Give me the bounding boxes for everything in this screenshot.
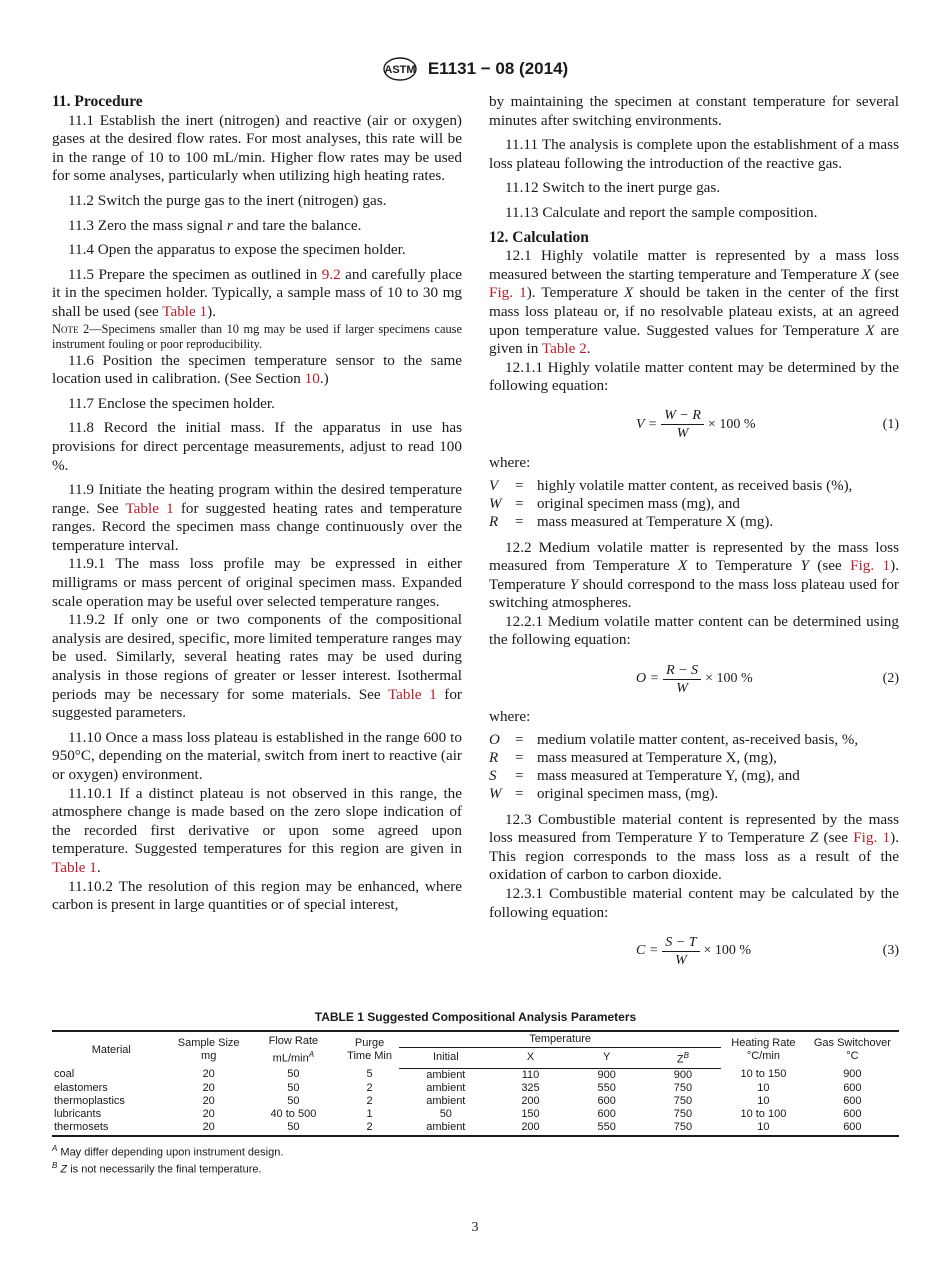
header-material: Material [52,1031,171,1068]
paragraph-11-11: 11.11 The analysis is complete upon the establishment of a mass loss plateau following the introduction of the reactive gas. [489,136,899,172]
variable-definitions-1: V = highly volatile matter content, as received basis (%), W = original specimen mass (mg), and R = mass measured at Temperature X (mg). [489,477,853,530]
svg-text:ASTM: ASTM [384,64,416,76]
paragraph-11-10: 11.10 Once a mass loss plateau is established in the range 600 to 950°C, depending on the material, switch from inert to reactive (air or oxygen) environment. [52,728,462,783]
paragraph-11-5: 11.5 Prepare the specimen as outlined in 9.2 and carefully place it in the specimen holder. Typically, a sample mass of 10 to 30 mg shall be used (see Table 1). [52,265,462,320]
footnote-a: $^A$ May differ depending upon instrument design. [52,1143,284,1159]
where-label: where: [489,708,531,726]
header-heating-rate: Heating Rate °C/min [721,1031,806,1068]
where-label: where: [489,453,531,471]
variable-definitions-2: O = medium volatile matter content, as-received basis, %, R = mass measured at Temperature X, (mg), S = mass measured at Temperature Y, (mg), and W = original specimen mass, (mg). [489,731,859,802]
header-y: Y [569,1048,645,1069]
paragraph-11-10-1: 11.10.1 If a distinct plateau is not observed in this range, the atmosphere change is made based on the zero slope indication of the recorded first derivative or upon some agreed upon temperature. Suggested temperatures for this region are given in Table 1. [52,784,462,876]
table-footnotes [52,1142,899,1177]
paragraph-12-3-1: 12.3.1 Combustible material content may be calculated by the following equation: [489,885,899,921]
header-gas-switchover: Gas Switchover °C [806,1031,899,1068]
paragraph-11-10-2-continued: by maintaining the specimen at constant temperature for several minutes after switching environments. [489,93,899,129]
link-section-10[interactable]: 10 [304,370,320,388]
table-row: elastomers 20 50 2 ambient 325 550 750 10 600 [54,1081,862,1094]
link-table-2[interactable]: Table 2 [541,340,587,358]
table-1 [52,1010,899,1177]
table-row: thermoplastics 20 50 2 ambient 200 600 750 10 600 [54,1094,862,1107]
table-row: coal 20 50 5 ambient 110 900 900 10 to 150 900 [54,1068,862,1081]
paragraph-11-1: 11.1 Establish the inert (nitrogen) and reactive (air or oxygen) gases at the desired flow rates. For most analyses, this rate will be in the range of 10 to 100 mL/min. Higher flow rates may be used for some analyses, particularly when utilizing high heating rates. [52,111,462,185]
paragraph-11-7: 11.7 Enclose the specimen holder. [68,394,275,412]
section-heading-calculation: 12. Calculation [489,228,589,246]
section-heading-procedure: 11. Procedure [52,93,143,110]
link-table-1[interactable]: Table 1 [162,302,208,320]
paragraph-11-9: 11.9 Initiate the heating program within the desired temperature range. See Table 1 for suggested heating rates and temperature ranges. Record the specimen mass change continuously over the temperature interval. [52,481,462,554]
paragraph-12-1-1: 12.1.1 Highly volatile matter content may be determined by the following equation: [489,358,899,395]
header-sample-size: Sample Size mg [171,1031,247,1068]
left-column [52,93,462,915]
equation-1: V = $\frac{W - R}{W}$ × 100 % (1) [636,408,899,442]
link-fig-1[interactable]: Fig. 1 [853,829,891,847]
paragraph-11-4: 11.4 Open the apparatus to expose the specimen holder. [68,241,406,259]
link-table-1[interactable]: Table 1 [387,685,437,703]
equation-number: (1) [882,416,899,432]
paragraph-11-9-1: 11.9.1 The mass loss profile may be expressed in either milligrams or mass percent of original specimen mass. Expanded scale operation may be useful over selected temperature ranges. [52,555,462,610]
page-header [0,56,950,82]
astm-logo-icon [382,56,418,82]
paragraph-12-3: 12.3 Combustible material content is represented by the mass loss measured from Temperature Y to Temperature Z (see Fig. 1). This region corresponds to the mass loss as a result of the oxidation of carbon to carbon dioxide. [489,810,899,884]
header-purge-time: Purge Time Min [340,1031,399,1068]
equation-number: (3) [882,943,899,959]
equation-2: O = $\frac{R - S}{W}$ × 100 % (2) [636,662,899,696]
header-x: X [492,1048,568,1069]
paragraph-11-8: 11.8 Record the initial mass. If the apparatus in use has provisions for direct percentage measurements, adjust to read 100 %. [52,419,462,474]
footnote-b: $^B$ Z is not necessarily the final temperature. [52,1161,262,1176]
paragraph-12-2: 12.2 Medium volatile matter is represented by the mass loss measured from Temperature X to Temperature Y (see Fig. 1). Temperature Y should correspond to the mass loss plateau used for switching atmospheres. [489,538,899,612]
link-table-1[interactable]: Table 1 [125,499,174,517]
link-section-9-2[interactable]: 9.2 [321,265,341,283]
paragraph-11-3: 11.3 Zero the mass signal r and tare the balance. [68,216,362,234]
paragraph-11-13: 11.13 Calculate and report the sample composition. [505,203,818,221]
header-temperature: Temperature [399,1031,721,1048]
paragraph-11-12: 11.12 Switch to the inert purge gas. [505,179,721,197]
paragraph-11-10-2: 11.10.2 The resolution of this region may be enhanced, where carbon is present in large quantities or of special interest, [52,877,462,914]
header-z: $Z^B$ [645,1048,721,1069]
table-row: lubricants 20 40 to 500 1 50 150 600 750 10 to 100 600 [54,1107,862,1120]
note-2: Note 2—Specimens smaller than 10 mg may be used if larger specimens cause instrument fouling or poor reproducibility. [52,321,462,351]
right-column [489,93,899,980]
paragraph-12-1: 12.1 Highly volatile matter is represented by a mass loss measured between the starting temperature and Temperature X (see Fig. 1). Temperature X should be taken in the center of the first mass loss plateau or, if no resolvable plateau exists, at an agreed upon temperature value. Suggested values for Temperature X are given in Table 2. [489,247,900,358]
equation-3: C = $\frac{S - T}{W}$ × 100 % (3) [636,934,899,968]
document-title: E1131 − 08 (2014) [427,59,569,78]
header-initial: Initial [399,1048,492,1069]
page-number: 3 [471,1220,479,1235]
paragraph-11-9-2: 11.9.2 If only one or two components of the compositional analysis are desired, specific, more limited temperature ranges may be used. Similarly, several heating rates may be used during analysis in those regions of greater or lesser interest. Isothermal periods may be necessary for some materials. See Table 1 for suggested parameters. [52,611,462,722]
link-fig-1[interactable]: Fig. 1 [850,557,891,575]
paragraph-11-6: 11.6 Position the specimen temperature sensor to the same location used in calibration. (See Section 10.) [52,351,462,388]
equation-number: (2) [882,671,899,687]
paragraph-11-2: 11.2 Switch the purge gas to the inert (nitrogen) gas. [68,191,387,209]
link-table-1[interactable]: Table 1 [52,858,97,876]
paragraph-12-2-1: 12.2.1 Medium volatile matter content can be determined using the following equation: [489,612,899,649]
table-title: TABLE 1 Suggested Compositional Analysis Parameters [314,1010,637,1024]
header-flow-rate: Flow Rate $mL/\min^A$ [247,1031,340,1068]
table-row: thermosets 20 50 2 ambient 200 550 750 10 600 [52,1121,899,1136]
compositional-analysis-table [52,1030,899,1137]
link-fig-1[interactable]: Fig. 1 [489,284,527,302]
